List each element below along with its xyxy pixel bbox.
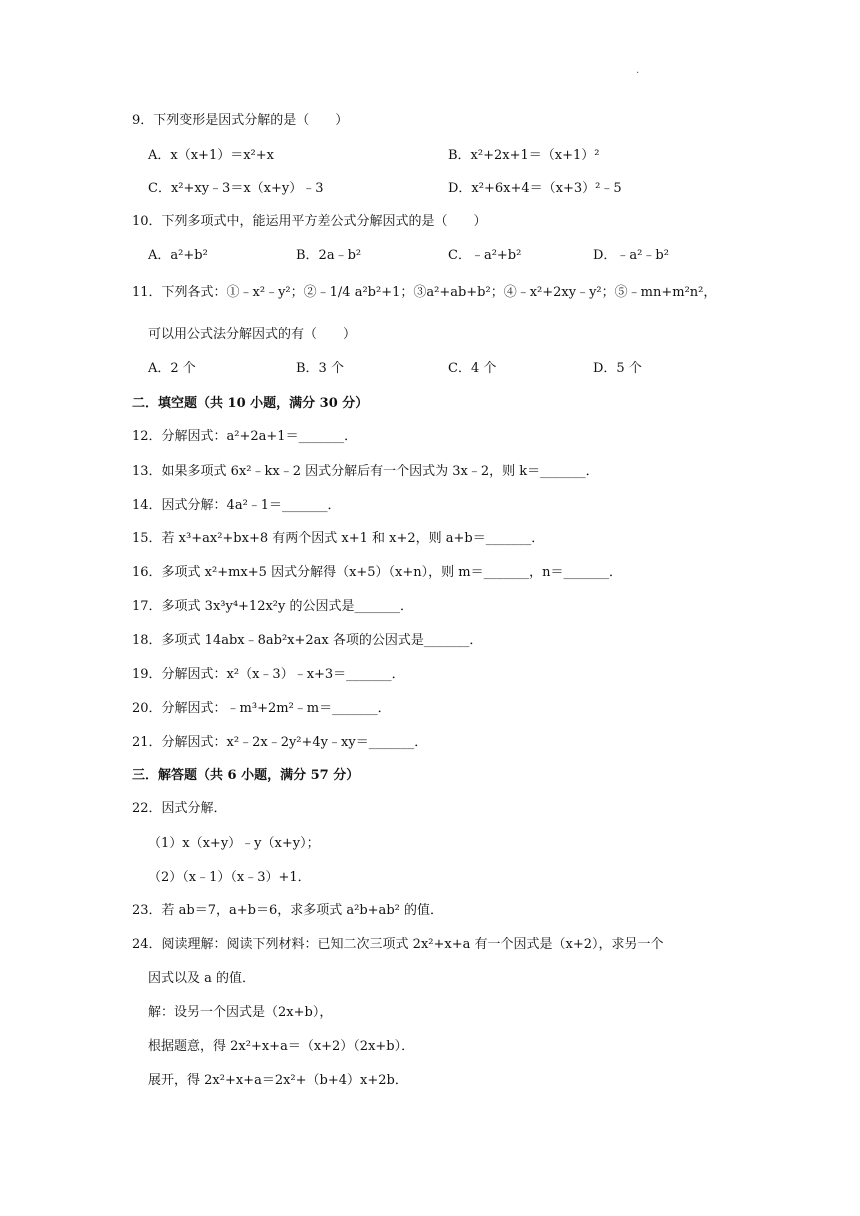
- question-10-stem: 10．下列多项式中，能运用平方差公式分解因式的是（ ）: [132, 214, 487, 229]
- question-17: 17．多项式 3x³y⁴+12x²y 的公因式是_______．: [132, 599, 413, 614]
- question-24-step-1: 解：设另一个因式是（2x+b），: [148, 1005, 333, 1020]
- section-2-heading: 二．填空题（共 10 小题，满分 30 分）: [132, 396, 369, 411]
- question-13: 13．如果多项式 6x²﹣kx﹣2 因式分解后有一个因式为 3x﹣2，则 k＝_______．: [132, 464, 599, 479]
- q9-option-b: B．x²+2x+1＝（x+1）²: [448, 148, 600, 163]
- question-24-stem-2: 因式以及 a 的值．: [148, 971, 256, 986]
- question-22-part-1: （1）x（x+y）﹣y（x+y）；: [148, 836, 320, 851]
- question-23: 23．若 ab＝7，a+b＝6，求多项式 a²b+ab² 的值．: [132, 903, 443, 918]
- question-24-stem: 24．阅读理解：阅读下列材料：已知二次三项式 2x²+x+a 有一个因式是（x+2），求另一个: [132, 937, 664, 952]
- q11-option-d: D．5 个: [593, 361, 642, 376]
- question-22-part-2: （2）（x﹣1）（x﹣3）+1．: [148, 870, 311, 885]
- question-11-stem-2: 可以用公式法分解因式的有（ ）: [148, 327, 357, 342]
- question-15: 15．若 x³+ax²+bx+8 有两个因式 x+1 和 x+2，则 a+b＝_______．: [132, 531, 545, 546]
- question-14: 14．因式分解：4a²﹣1＝_______．: [132, 498, 341, 513]
- q10-option-b: B．2a﹣b²: [296, 248, 362, 263]
- question-16: 16．多项式 x²+mx+5 因式分解得（x+5）（x+n），则 m＝_______，n＝_______．: [132, 565, 622, 580]
- q11-option-a: A．2 个: [148, 361, 196, 376]
- question-22-stem: 22．因式分解．: [132, 801, 227, 816]
- q11-option-c: C．4 个: [448, 361, 497, 376]
- header-mark: ·: [636, 68, 640, 79]
- question-12: 12．分解因式：a²+2a+1＝_______．: [132, 429, 358, 444]
- question-19: 19．分解因式：x²（x﹣3）﹣x+3＝_______．: [132, 667, 405, 682]
- question-20: 20．分解因式：﹣m³+2m²﹣m＝_______．: [132, 701, 391, 716]
- question-24-step-2: 根据题意，得 2x²+x+a＝（x+2）（2x+b）．: [148, 1039, 415, 1054]
- section-3-heading: 三．解答题（共 6 小题，满分 57 分）: [132, 768, 360, 783]
- q9-option-d: D．x²+6x+4＝（x+3）²﹣5: [448, 181, 622, 196]
- q9-option-a: A．x（x+1）＝x²+x: [148, 148, 274, 163]
- q10-option-c: C．﹣a²+b²: [448, 248, 522, 263]
- q9-option-c: C．x²+xy﹣3＝x（x+y）﹣3: [148, 181, 324, 196]
- q10-option-d: D．﹣a²﹣b²: [593, 248, 669, 263]
- q11-option-b: B．3 个: [296, 361, 344, 376]
- question-11-stem: 11．下列各式：①﹣x²﹣y²；②﹣1/4 a²b²+1；③a²+ab+b²；④﹣x²+2xy﹣y²；⑤﹣mn+m²n²，: [132, 285, 717, 300]
- question-9-stem: 9．下列变形是因式分解的是（ ）: [132, 113, 349, 128]
- q10-option-a: A．a²+b²: [148, 248, 208, 263]
- question-24-step-3: 展开，得 2x²+x+a＝2x²+（b+4）x+2b．: [148, 1073, 408, 1088]
- question-18: 18．多项式 14abx﹣8ab²x+2ax 各项的公因式是_______．: [132, 633, 483, 648]
- question-21: 21．分解因式：x²﹣2x﹣2y²+4y﹣xy＝_______．: [132, 735, 428, 750]
